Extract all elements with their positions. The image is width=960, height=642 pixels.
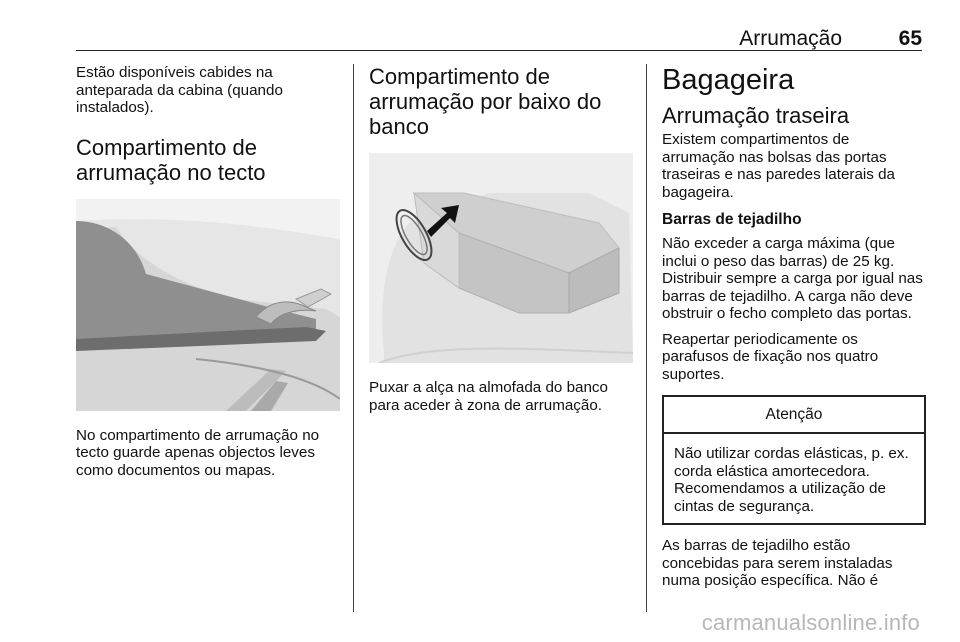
- under-seat-caption: Puxar a alça na almofada do banco para aceder à zona de arrumação.: [369, 379, 608, 414]
- roof-bars-paragraph: Não exceder a carga máxima (que inclui o peso das barras) de 25 kg. Distribuir sempre a carga por igual nas barras de tejadilho. A carga não deve obstruir o fecho completo das portas.: [662, 235, 923, 322]
- rear-storage-paragraph: Existem compartimentos de arrumação nas bolsas das portas traseiras e nas paredes laterais da bagageira.: [662, 131, 896, 201]
- roof-bars-heading: Barras de tejadilho: [662, 211, 802, 228]
- under-seat-heading: Compartimento de arrumação por baixo do banco: [369, 64, 602, 139]
- warning-title: Atenção: [664, 397, 924, 434]
- column-divider: [353, 64, 354, 612]
- column-right: [662, 64, 926, 590]
- warning-text: Não utilizar cordas elásticas, p. ex. corda elástica amortecedora. Recomendamos a utilização de cintas de segurança.: [674, 445, 909, 515]
- watermark: carmanualsonline.info: [701, 610, 920, 635]
- under-seat-illustration: [369, 153, 633, 363]
- warning-box: [662, 395, 926, 525]
- column-left: [76, 64, 340, 479]
- page-header: [76, 28, 922, 51]
- section-title: Arrumação: [739, 27, 842, 50]
- intro-paragraph: Estão disponíveis cabides na anteparada da cabina (quando instalados).: [76, 64, 283, 116]
- roof-bars-position-paragraph: As barras de tejadilho estão concebidas para serem instaladas numa posição específica. Não é: [662, 537, 893, 589]
- column-middle: [369, 64, 633, 414]
- ceiling-storage-caption: No compartimento de arrumação no tecto guarde apenas objectos leves como documentos ou mapas.: [76, 426, 320, 479]
- ceiling-storage-illustration: [76, 199, 340, 411]
- rear-storage-subtitle: Arrumação traseira: [662, 103, 850, 128]
- luggage-title: Bagageira: [662, 64, 795, 96]
- column-divider: [646, 64, 647, 612]
- roof-bars-bolts-paragraph: Reapertar periodicamente os parafusos de fixação nos quatro suportes.: [662, 330, 879, 383]
- page-number: 65: [898, 27, 922, 50]
- ceiling-storage-heading: Compartimento de arrumação no tecto: [76, 134, 266, 185]
